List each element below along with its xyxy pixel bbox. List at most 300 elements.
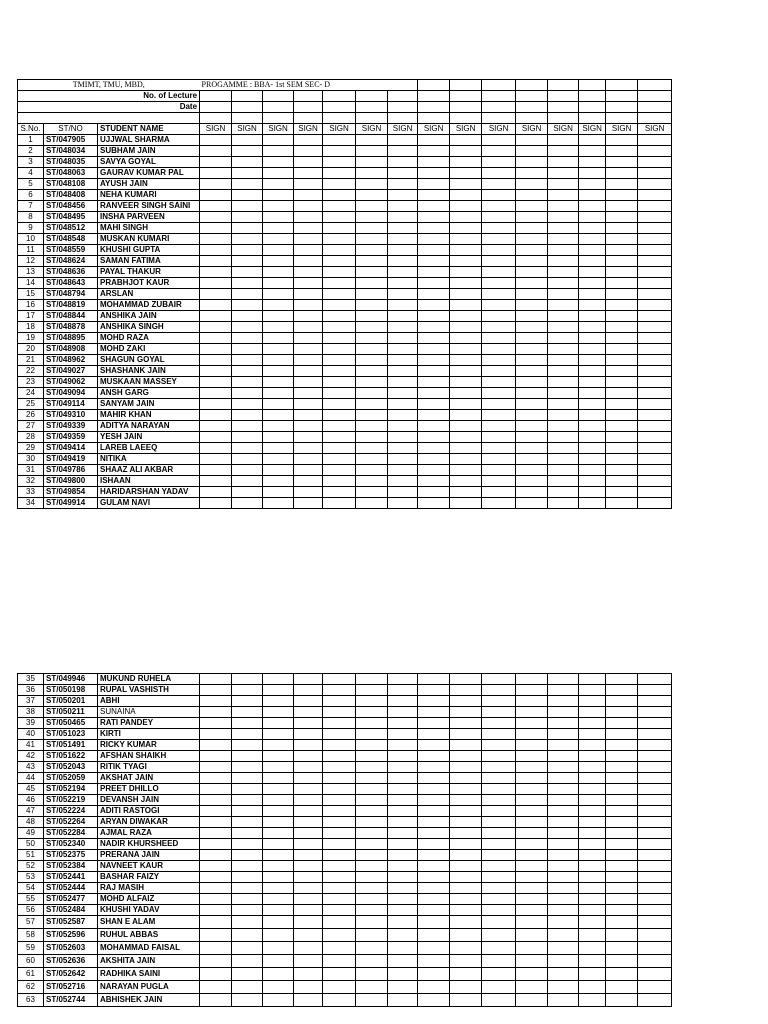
- sign-cell[interactable]: [482, 861, 516, 872]
- sign-cell[interactable]: [294, 685, 323, 696]
- sign-cell[interactable]: [263, 201, 294, 212]
- sign-cell[interactable]: [418, 322, 450, 333]
- sign-cell[interactable]: [294, 817, 323, 828]
- sign-cell[interactable]: [516, 234, 548, 245]
- sign-cell[interactable]: [294, 894, 323, 905]
- sign-cell[interactable]: [232, 256, 263, 267]
- sign-cell[interactable]: [232, 190, 263, 201]
- sign-cell[interactable]: [232, 861, 263, 872]
- sign-cell[interactable]: [579, 256, 606, 267]
- sign-cell[interactable]: [200, 696, 232, 707]
- sign-cell[interactable]: [606, 872, 638, 883]
- sign-cell[interactable]: [356, 421, 388, 432]
- sign-cell[interactable]: [418, 828, 450, 839]
- sign-cell[interactable]: [516, 146, 548, 157]
- sign-cell[interactable]: [294, 828, 323, 839]
- sign-cell[interactable]: [548, 344, 579, 355]
- sign-cell[interactable]: [450, 498, 482, 509]
- sign-cell[interactable]: [548, 784, 579, 795]
- sign-cell[interactable]: [388, 366, 418, 377]
- sign-cell[interactable]: [638, 696, 672, 707]
- sign-cell[interactable]: [516, 289, 548, 300]
- sign-cell[interactable]: [482, 168, 516, 179]
- sign-cell[interactable]: [418, 955, 450, 968]
- sign-cell[interactable]: [232, 994, 263, 1007]
- lecture-count-cell[interactable]: [200, 91, 232, 102]
- sign-cell[interactable]: [294, 245, 323, 256]
- sign-cell[interactable]: [606, 795, 638, 806]
- sign-cell[interactable]: [232, 146, 263, 157]
- sign-cell[interactable]: [450, 861, 482, 872]
- sign-cell[interactable]: [418, 740, 450, 751]
- sign-cell[interactable]: [263, 311, 294, 322]
- sign-cell[interactable]: [356, 267, 388, 278]
- sign-cell[interactable]: [323, 212, 356, 223]
- sign-cell[interactable]: [418, 784, 450, 795]
- sign-cell[interactable]: [579, 234, 606, 245]
- sign-cell[interactable]: [388, 968, 418, 981]
- sign-cell[interactable]: [418, 223, 450, 234]
- sign-cell[interactable]: [200, 465, 232, 476]
- sign-cell[interactable]: [606, 256, 638, 267]
- sign-cell[interactable]: [418, 157, 450, 168]
- sign-cell[interactable]: [200, 784, 232, 795]
- sign-cell[interactable]: [516, 905, 548, 916]
- sign-cell[interactable]: [200, 377, 232, 388]
- sign-cell[interactable]: [356, 861, 388, 872]
- sign-cell[interactable]: [579, 311, 606, 322]
- sign-cell[interactable]: [606, 377, 638, 388]
- sign-cell[interactable]: [482, 443, 516, 454]
- sign-cell[interactable]: [638, 267, 672, 278]
- sign-cell[interactable]: [200, 443, 232, 454]
- sign-cell[interactable]: [638, 190, 672, 201]
- sign-cell[interactable]: [263, 245, 294, 256]
- sign-cell[interactable]: [323, 267, 356, 278]
- sign-cell[interactable]: [516, 850, 548, 861]
- sign-cell[interactable]: [579, 968, 606, 981]
- sign-cell[interactable]: [200, 894, 232, 905]
- sign-cell[interactable]: [388, 784, 418, 795]
- sign-cell[interactable]: [418, 432, 450, 443]
- lecture-count-cell[interactable]: [638, 91, 672, 102]
- sign-cell[interactable]: [294, 388, 323, 399]
- sign-cell[interactable]: [418, 729, 450, 740]
- sign-cell[interactable]: [418, 234, 450, 245]
- sign-cell[interactable]: [294, 872, 323, 883]
- sign-cell[interactable]: [606, 861, 638, 872]
- sign-cell[interactable]: [418, 929, 450, 942]
- sign-cell[interactable]: [200, 223, 232, 234]
- sign-cell[interactable]: [263, 388, 294, 399]
- sign-cell[interactable]: [450, 432, 482, 443]
- sign-cell[interactable]: [579, 883, 606, 894]
- sign-cell[interactable]: [356, 344, 388, 355]
- sign-cell[interactable]: [356, 784, 388, 795]
- sign-cell[interactable]: [579, 135, 606, 146]
- sign-cell[interactable]: [388, 773, 418, 784]
- sign-cell[interactable]: [450, 366, 482, 377]
- sign-cell[interactable]: [548, 212, 579, 223]
- sign-cell[interactable]: [638, 929, 672, 942]
- sign-cell[interactable]: [516, 333, 548, 344]
- sign-cell[interactable]: [294, 498, 323, 509]
- sign-cell[interactable]: [548, 443, 579, 454]
- sign-cell[interactable]: [548, 377, 579, 388]
- sign-cell[interactable]: [263, 168, 294, 179]
- sign-cell[interactable]: [294, 443, 323, 454]
- sign-cell[interactable]: [606, 465, 638, 476]
- sign-cell[interactable]: [323, 366, 356, 377]
- sign-cell[interactable]: [548, 146, 579, 157]
- sign-cell[interactable]: [294, 179, 323, 190]
- sign-cell[interactable]: [450, 443, 482, 454]
- sign-cell[interactable]: [418, 498, 450, 509]
- sign-cell[interactable]: [482, 773, 516, 784]
- sign-cell[interactable]: [263, 432, 294, 443]
- sign-cell[interactable]: [548, 762, 579, 773]
- sign-cell[interactable]: [638, 476, 672, 487]
- sign-cell[interactable]: [418, 674, 450, 685]
- sign-cell[interactable]: [638, 883, 672, 894]
- sign-cell[interactable]: [638, 256, 672, 267]
- sign-cell[interactable]: [232, 817, 263, 828]
- sign-cell[interactable]: [200, 267, 232, 278]
- sign-cell[interactable]: [323, 894, 356, 905]
- sign-cell[interactable]: [516, 465, 548, 476]
- sign-cell[interactable]: [516, 916, 548, 929]
- sign-cell[interactable]: [232, 707, 263, 718]
- sign-cell[interactable]: [418, 817, 450, 828]
- sign-cell[interactable]: [450, 278, 482, 289]
- sign-cell[interactable]: [579, 465, 606, 476]
- sign-cell[interactable]: [263, 707, 294, 718]
- sign-cell[interactable]: [482, 234, 516, 245]
- sign-cell[interactable]: [482, 245, 516, 256]
- sign-cell[interactable]: [294, 955, 323, 968]
- sign-cell[interactable]: [638, 289, 672, 300]
- sign-cell[interactable]: [294, 223, 323, 234]
- sign-cell[interactable]: [388, 905, 418, 916]
- sign-cell[interactable]: [388, 322, 418, 333]
- sign-cell[interactable]: [323, 696, 356, 707]
- sign-cell[interactable]: [516, 311, 548, 322]
- sign-cell[interactable]: [579, 245, 606, 256]
- sign-cell[interactable]: [579, 751, 606, 762]
- sign-cell[interactable]: [482, 487, 516, 498]
- sign-cell[interactable]: [482, 942, 516, 955]
- sign-cell[interactable]: [294, 190, 323, 201]
- sign-cell[interactable]: [263, 300, 294, 311]
- sign-cell[interactable]: [579, 674, 606, 685]
- sign-cell[interactable]: [579, 344, 606, 355]
- sign-cell[interactable]: [548, 942, 579, 955]
- sign-cell[interactable]: [579, 955, 606, 968]
- sign-cell[interactable]: [606, 498, 638, 509]
- sign-cell[interactable]: [200, 454, 232, 465]
- sign-cell[interactable]: [450, 487, 482, 498]
- sign-cell[interactable]: [606, 751, 638, 762]
- sign-cell[interactable]: [418, 355, 450, 366]
- sign-cell[interactable]: [482, 905, 516, 916]
- sign-cell[interactable]: [516, 421, 548, 432]
- date-cell[interactable]: [263, 102, 294, 113]
- sign-cell[interactable]: [606, 421, 638, 432]
- sign-cell[interactable]: [323, 740, 356, 751]
- sign-cell[interactable]: [548, 399, 579, 410]
- sign-cell[interactable]: [606, 981, 638, 994]
- sign-cell[interactable]: [232, 432, 263, 443]
- sign-cell[interactable]: [638, 718, 672, 729]
- sign-cell[interactable]: [232, 696, 263, 707]
- sign-cell[interactable]: [482, 994, 516, 1007]
- sign-cell[interactable]: [232, 929, 263, 942]
- sign-cell[interactable]: [516, 795, 548, 806]
- sign-cell[interactable]: [323, 410, 356, 421]
- sign-cell[interactable]: [418, 707, 450, 718]
- sign-cell[interactable]: [579, 773, 606, 784]
- sign-cell[interactable]: [232, 300, 263, 311]
- sign-cell[interactable]: [200, 212, 232, 223]
- sign-cell[interactable]: [388, 432, 418, 443]
- sign-cell[interactable]: [516, 696, 548, 707]
- sign-cell[interactable]: [263, 828, 294, 839]
- sign-cell[interactable]: [200, 256, 232, 267]
- sign-cell[interactable]: [516, 190, 548, 201]
- sign-cell[interactable]: [356, 311, 388, 322]
- sign-cell[interactable]: [200, 806, 232, 817]
- sign-cell[interactable]: [516, 399, 548, 410]
- sign-cell[interactable]: [232, 968, 263, 981]
- sign-cell[interactable]: [200, 981, 232, 994]
- sign-cell[interactable]: [418, 872, 450, 883]
- sign-cell[interactable]: [232, 916, 263, 929]
- sign-cell[interactable]: [294, 432, 323, 443]
- sign-cell[interactable]: [516, 300, 548, 311]
- sign-cell[interactable]: [606, 212, 638, 223]
- sign-cell[interactable]: [638, 399, 672, 410]
- sign-cell[interactable]: [418, 333, 450, 344]
- sign-cell[interactable]: [263, 872, 294, 883]
- sign-cell[interactable]: [356, 894, 388, 905]
- sign-cell[interactable]: [323, 399, 356, 410]
- sign-cell[interactable]: [356, 498, 388, 509]
- sign-cell[interactable]: [263, 916, 294, 929]
- sign-cell[interactable]: [418, 311, 450, 322]
- sign-cell[interactable]: [323, 487, 356, 498]
- sign-cell[interactable]: [606, 399, 638, 410]
- sign-cell[interactable]: [638, 968, 672, 981]
- sign-cell[interactable]: [482, 806, 516, 817]
- sign-cell[interactable]: [579, 410, 606, 421]
- sign-cell[interactable]: [388, 355, 418, 366]
- sign-cell[interactable]: [232, 905, 263, 916]
- sign-cell[interactable]: [200, 410, 232, 421]
- sign-cell[interactable]: [482, 256, 516, 267]
- sign-cell[interactable]: [294, 212, 323, 223]
- sign-cell[interactable]: [356, 333, 388, 344]
- sign-cell[interactable]: [606, 784, 638, 795]
- sign-cell[interactable]: [606, 762, 638, 773]
- sign-cell[interactable]: [263, 968, 294, 981]
- sign-cell[interactable]: [232, 762, 263, 773]
- sign-cell[interactable]: [294, 729, 323, 740]
- sign-cell[interactable]: [200, 322, 232, 333]
- sign-cell[interactable]: [356, 234, 388, 245]
- sign-cell[interactable]: [548, 157, 579, 168]
- sign-cell[interactable]: [388, 762, 418, 773]
- sign-cell[interactable]: [418, 861, 450, 872]
- sign-cell[interactable]: [638, 994, 672, 1007]
- sign-cell[interactable]: [606, 135, 638, 146]
- sign-cell[interactable]: [232, 718, 263, 729]
- sign-cell[interactable]: [418, 916, 450, 929]
- sign-cell[interactable]: [606, 883, 638, 894]
- sign-cell[interactable]: [482, 729, 516, 740]
- sign-cell[interactable]: [579, 454, 606, 465]
- sign-cell[interactable]: [418, 190, 450, 201]
- sign-cell[interactable]: [323, 817, 356, 828]
- sign-cell[interactable]: [482, 465, 516, 476]
- sign-cell[interactable]: [638, 333, 672, 344]
- sign-cell[interactable]: [323, 861, 356, 872]
- sign-cell[interactable]: [579, 168, 606, 179]
- sign-cell[interactable]: [323, 850, 356, 861]
- sign-cell[interactable]: [263, 839, 294, 850]
- sign-cell[interactable]: [638, 465, 672, 476]
- sign-cell[interactable]: [232, 465, 263, 476]
- sign-cell[interactable]: [388, 817, 418, 828]
- sign-cell[interactable]: [450, 872, 482, 883]
- sign-cell[interactable]: [294, 707, 323, 718]
- sign-cell[interactable]: [388, 443, 418, 454]
- sign-cell[interactable]: [579, 179, 606, 190]
- sign-cell[interactable]: [482, 981, 516, 994]
- sign-cell[interactable]: [638, 201, 672, 212]
- sign-cell[interactable]: [294, 674, 323, 685]
- sign-cell[interactable]: [548, 795, 579, 806]
- sign-cell[interactable]: [356, 872, 388, 883]
- sign-cell[interactable]: [606, 740, 638, 751]
- sign-cell[interactable]: [450, 929, 482, 942]
- sign-cell[interactable]: [482, 784, 516, 795]
- sign-cell[interactable]: [294, 366, 323, 377]
- sign-cell[interactable]: [263, 806, 294, 817]
- sign-cell[interactable]: [450, 311, 482, 322]
- sign-cell[interactable]: [323, 289, 356, 300]
- sign-cell[interactable]: [388, 311, 418, 322]
- sign-cell[interactable]: [356, 817, 388, 828]
- sign-cell[interactable]: [482, 322, 516, 333]
- sign-cell[interactable]: [450, 344, 482, 355]
- sign-cell[interactable]: [482, 355, 516, 366]
- sign-cell[interactable]: [356, 806, 388, 817]
- sign-cell[interactable]: [482, 817, 516, 828]
- sign-cell[interactable]: [516, 740, 548, 751]
- sign-cell[interactable]: [548, 968, 579, 981]
- sign-cell[interactable]: [232, 981, 263, 994]
- sign-cell[interactable]: [482, 707, 516, 718]
- sign-cell[interactable]: [450, 454, 482, 465]
- sign-cell[interactable]: [606, 839, 638, 850]
- sign-cell[interactable]: [579, 795, 606, 806]
- sign-cell[interactable]: [548, 955, 579, 968]
- sign-cell[interactable]: [450, 795, 482, 806]
- sign-cell[interactable]: [294, 421, 323, 432]
- sign-cell[interactable]: [323, 311, 356, 322]
- sign-cell[interactable]: [548, 234, 579, 245]
- sign-cell[interactable]: [516, 981, 548, 994]
- sign-cell[interactable]: [450, 942, 482, 955]
- sign-cell[interactable]: [579, 696, 606, 707]
- sign-cell[interactable]: [323, 929, 356, 942]
- sign-cell[interactable]: [356, 168, 388, 179]
- sign-cell[interactable]: [418, 942, 450, 955]
- sign-cell[interactable]: [548, 718, 579, 729]
- sign-cell[interactable]: [482, 762, 516, 773]
- sign-cell[interactable]: [356, 729, 388, 740]
- sign-cell[interactable]: [200, 388, 232, 399]
- sign-cell[interactable]: [356, 212, 388, 223]
- sign-cell[interactable]: [263, 146, 294, 157]
- sign-cell[interactable]: [418, 718, 450, 729]
- sign-cell[interactable]: [450, 729, 482, 740]
- sign-cell[interactable]: [548, 707, 579, 718]
- sign-cell[interactable]: [356, 696, 388, 707]
- sign-cell[interactable]: [482, 421, 516, 432]
- sign-cell[interactable]: [548, 872, 579, 883]
- sign-cell[interactable]: [200, 916, 232, 929]
- sign-cell[interactable]: [482, 751, 516, 762]
- sign-cell[interactable]: [418, 212, 450, 223]
- sign-cell[interactable]: [388, 942, 418, 955]
- sign-cell[interactable]: [482, 212, 516, 223]
- sign-cell[interactable]: [579, 916, 606, 929]
- sign-cell[interactable]: [388, 300, 418, 311]
- sign-cell[interactable]: [579, 212, 606, 223]
- sign-cell[interactable]: [450, 707, 482, 718]
- sign-cell[interactable]: [232, 685, 263, 696]
- sign-cell[interactable]: [294, 311, 323, 322]
- sign-cell[interactable]: [548, 861, 579, 872]
- sign-cell[interactable]: [294, 795, 323, 806]
- sign-cell[interactable]: [638, 806, 672, 817]
- sign-cell[interactable]: [482, 929, 516, 942]
- sign-cell[interactable]: [232, 850, 263, 861]
- sign-cell[interactable]: [388, 929, 418, 942]
- sign-cell[interactable]: [294, 696, 323, 707]
- sign-cell[interactable]: [200, 201, 232, 212]
- sign-cell[interactable]: [356, 994, 388, 1007]
- sign-cell[interactable]: [482, 872, 516, 883]
- lecture-count-cell[interactable]: [579, 91, 606, 102]
- sign-cell[interactable]: [356, 278, 388, 289]
- sign-cell[interactable]: [200, 751, 232, 762]
- sign-cell[interactable]: [388, 707, 418, 718]
- sign-cell[interactable]: [418, 267, 450, 278]
- sign-cell[interactable]: [388, 201, 418, 212]
- sign-cell[interactable]: [294, 146, 323, 157]
- sign-cell[interactable]: [579, 718, 606, 729]
- sign-cell[interactable]: [200, 905, 232, 916]
- sign-cell[interactable]: [606, 223, 638, 234]
- sign-cell[interactable]: [263, 399, 294, 410]
- sign-cell[interactable]: [200, 432, 232, 443]
- sign-cell[interactable]: [482, 454, 516, 465]
- sign-cell[interactable]: [638, 674, 672, 685]
- sign-cell[interactable]: [579, 355, 606, 366]
- sign-cell[interactable]: [516, 718, 548, 729]
